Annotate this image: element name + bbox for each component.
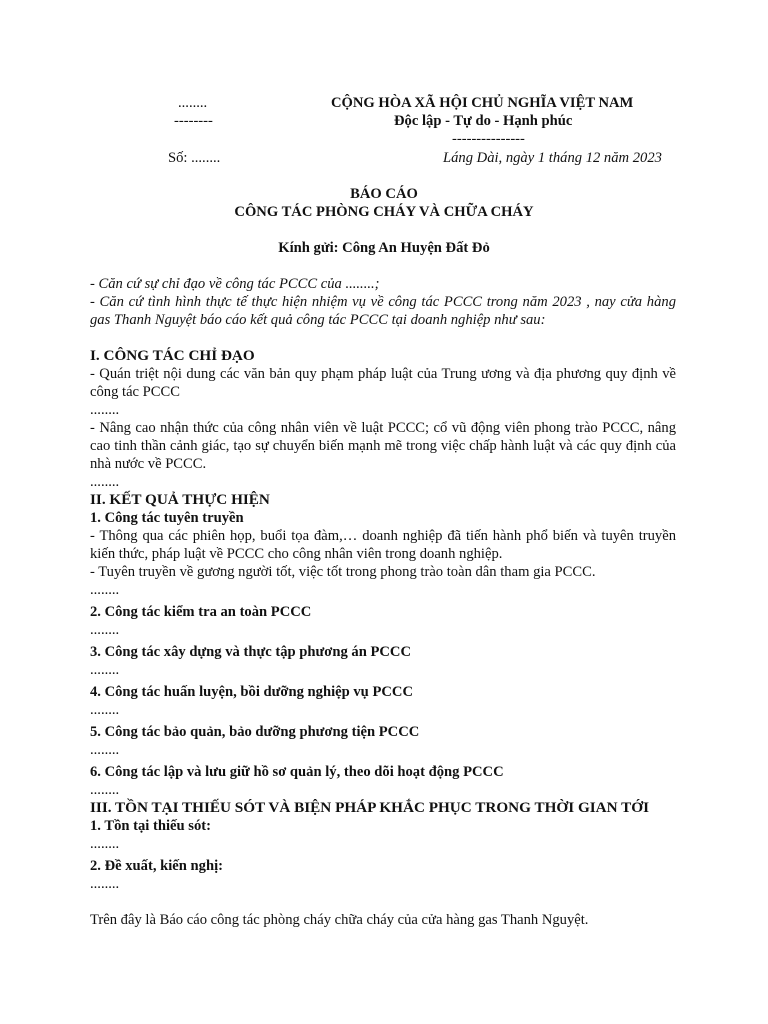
dots: ........ <box>90 582 120 598</box>
basis-2: - Căn cứ tình hình thực tế thực hiện nhiệm vụ về công tác PCCC trong năm 2023 , nay cửa hàng gas Thanh Nguyệt báo cáo kết quả công tác PCCC tại doanh nghiệp như sau: <box>90 294 676 328</box>
motto-divider: --------------- <box>452 131 525 147</box>
section-3-sub-1: 1. Tồn tại thiếu sót: <box>90 818 211 834</box>
section-3-sub-2: 2. Đề xuất, kiến nghị: <box>90 858 223 874</box>
dots: ........ <box>90 836 120 852</box>
section-2-sub-1-para-1: - Thông qua các phiên họp, buổi tọa đàm,… doanh nghiệp đã tiến hành phổ biến và tuyên truyền kiến thức, pháp luật về PCCC cho công nhân viên trong doanh nghiệp. <box>90 528 676 562</box>
dots: ........ <box>90 402 120 418</box>
document-number: Số: ........ <box>168 150 221 166</box>
section-2-sub-3: 3. Công tác xây dựng và thực tập phương án PCCC <box>90 644 411 660</box>
section-3-heading: III. TỒN TẠI THIẾU SÓT VÀ BIỆN PHÁP KHẮC PHỤC TRONG THỜI GIAN TỚI <box>90 799 649 816</box>
dots: ........ <box>90 474 120 490</box>
section-1-heading: I. CÔNG TÁC CHỈ ĐẠO <box>90 347 255 364</box>
dots: ........ <box>90 782 120 798</box>
dots: ........ <box>90 622 120 638</box>
basis-1: - Căn cứ sự chỉ đạo về công tác PCCC của ........; <box>90 276 380 292</box>
report-title: BÁO CÁO <box>350 186 418 202</box>
report-subject: CÔNG TÁC PHÒNG CHÁY VÀ CHỮA CHÁY <box>234 204 534 220</box>
agency-divider: -------- <box>174 113 213 129</box>
dots: ........ <box>90 662 120 678</box>
dots: ........ <box>90 876 120 892</box>
national-title: CỘNG HÒA XÃ HỘI CHỦ NGHĨA VIỆT NAM <box>331 95 634 111</box>
report-body <box>90 275 676 929</box>
closing-statement: Trên đây là Báo cáo công tác phòng cháy chữa cháy của cửa hàng gas Thanh Nguyệt. <box>90 912 589 928</box>
place-date: Láng Dài, ngày 1 tháng 12 năm 2023 <box>443 150 662 166</box>
national-motto: Độc lập - Tự do - Hạnh phúc <box>394 113 573 129</box>
recipient: Kính gửi: Công An Huyện Đất Đỏ <box>278 240 490 256</box>
section-2-sub-2: 2. Công tác kiểm tra an toàn PCCC <box>90 604 312 620</box>
section-2-sub-1-para-2: - Tuyên truyền về gương người tốt, việc tốt trong phong trào toàn dân tham gia PCCC. <box>90 564 596 580</box>
section-2-sub-5: 5. Công tác bảo quản, bảo dưỡng phương tiện PCCC <box>90 724 420 740</box>
section-1-para-1: - Quán triệt nội dung các văn bản quy phạm pháp luật của Trung ương và địa phương quy định về công tác PCCC <box>90 366 676 400</box>
dots: ........ <box>90 742 120 758</box>
section-2-sub-6: 6. Công tác lập và lưu giữ hồ sơ quản lý, theo dõi hoạt động PCCC <box>90 764 504 780</box>
section-2-heading: II. KẾT QUẢ THỰC HIỆN <box>90 491 270 508</box>
section-2-sub-1: 1. Công tác tuyên truyền <box>90 510 244 526</box>
section-1-para-2: - Nâng cao nhận thức của công nhân viên về luật PCCC; cổ vũ động viên phong trào PCCC, nâng cao tinh thần cảnh giác, tạo sự chuyển biến mạnh mẽ trong việc chấp hành luật và các quy định của nhà nước về PCCC. <box>90 420 676 472</box>
dots: ........ <box>90 702 120 718</box>
agency-name-placeholder: ........ <box>178 95 208 111</box>
section-2-sub-4: 4. Công tác huấn luyện, bồi dưỡng nghiệp vụ PCCC <box>90 684 413 700</box>
